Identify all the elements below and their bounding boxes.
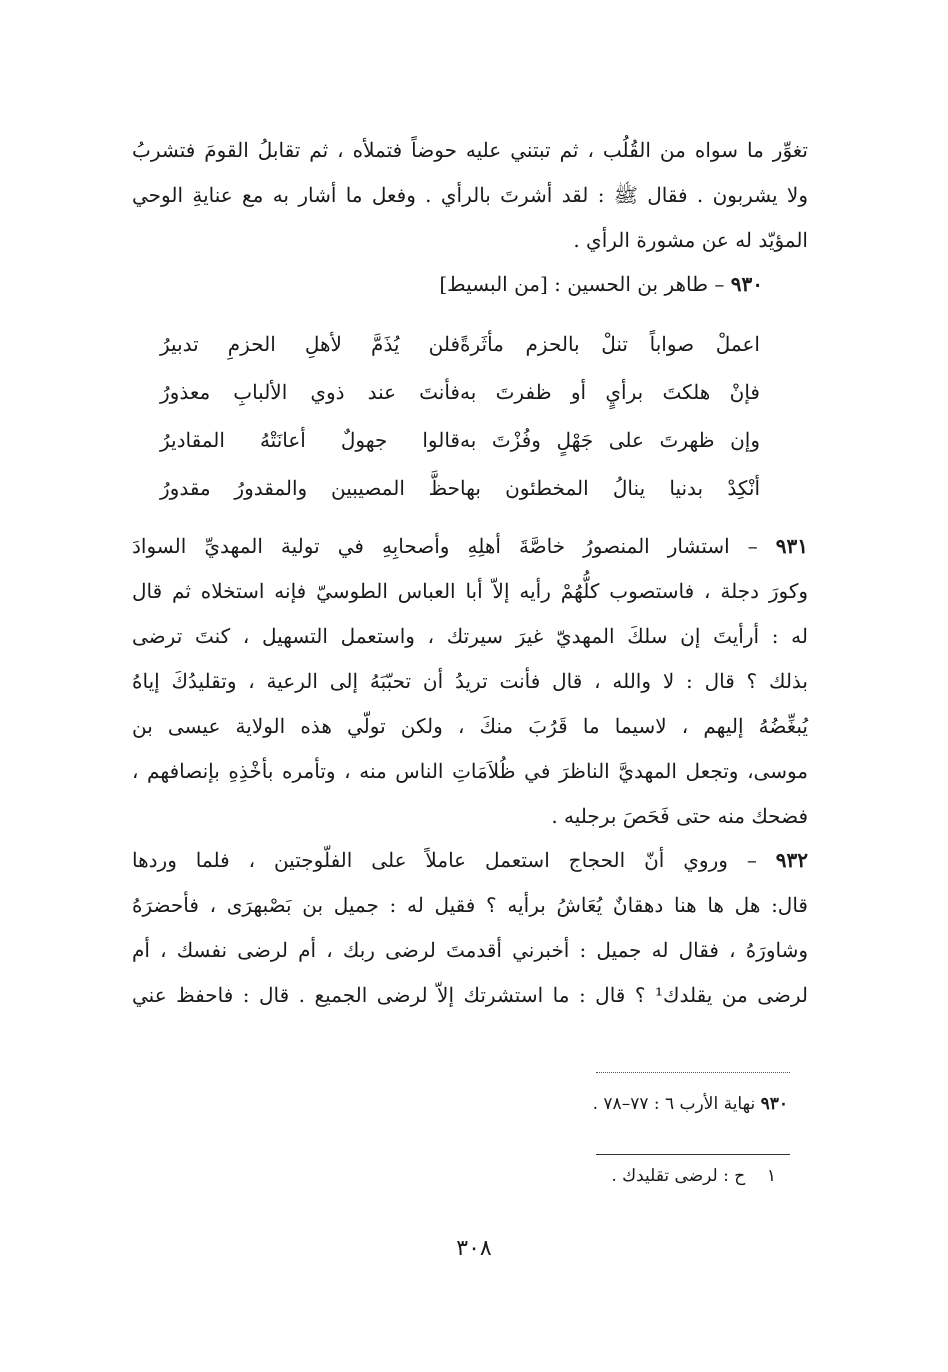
footnote-separator-dotted (596, 1072, 790, 1073)
verse-second-hemistich: فأنتَ عند ذوي الألبابِ معذورُ (160, 380, 460, 404)
section-931-number: ٩٣١ (775, 534, 808, 558)
verse-second-hemistich: حظَّ المصيبين والمقدورُ مقدورُ (160, 476, 460, 500)
section-931-line: موسى، وتجعل المهديَّ الناظرَ في ظُلاَمَاتِ الناس منه ، وتأمره بأخْذِهِ بإنصافهم ، (132, 759, 808, 783)
verse-second-hemistich: قالوا جهولٌ أعانَتْهُ المقاديرُ (160, 428, 460, 452)
section-932-number: ٩٣٢ (775, 848, 809, 872)
section-931-line (132, 524, 808, 569)
section-932-line: وشاورَهُ ، فقال له جميل : أخبرني أقدمتَ لرضى ربك ، أم لرضى نفسك ، أم (132, 938, 808, 962)
section-932-line: قال: هل ها هنا دهقانٌ يُعَاشُ برأيه ؟ فقيل له : جميل بن بَصْبهرَى ، فأحضرَهُ (132, 893, 808, 917)
footnote-variant (611, 1166, 776, 1186)
poem (160, 320, 760, 512)
verse-second-hemistich: فلن يُذَمَّ لأهلِ الحزمِ تدبيرُ (160, 332, 460, 356)
intro-line-1: تغوِّر ما سواه من القُلُب ، ثم تبتني عليه حوضاً فتملأه ، ثم تقابلُ القومَ فتشربُ (132, 138, 808, 162)
footnote-source-number: ٩٣٠ (760, 1094, 788, 1114)
section-932-paragraph (132, 838, 808, 1018)
poem-verse (160, 320, 760, 368)
poem-verse (160, 464, 760, 512)
section-930-heading-text: – طاهر بن الحسين : [من البسيط] (439, 272, 725, 296)
section-930-heading (203, 262, 763, 307)
section-931-paragraph (132, 524, 808, 839)
section-932-line: لرضى من يقلدك¹ ؟ قال : ما استشرتك إلاّ لرضى الجميع . قال : فاحفظ عني (132, 983, 808, 1007)
footnote-source (593, 1094, 788, 1114)
footnote-variant-number: ١ (766, 1166, 776, 1186)
footnote-separator-solid (596, 1154, 790, 1155)
poem-verse (160, 368, 760, 416)
intro-line-3: المؤيّد له عن مشورة الرأي . (573, 228, 808, 252)
section-931-line: وكورَ دجلة ، فاستصوب كلُّهُمْ رأيه إلاّ أبا العباس الطوسيّ فإنه استخلاه ثم قال (132, 579, 808, 603)
section-931-line: بذلك ؟ قال : لا والله ، قال فأنت تريدُ أن تحبّبَهُ إلى الرعية ، وتقليدُكَ إياهُ (132, 669, 808, 693)
section-930-number: ٩٣٠ (730, 272, 763, 296)
footnote-source-text: نهاية الأرب ٦ : ٧٧–٧٨ . (592, 1094, 756, 1114)
section-932-line (132, 838, 808, 883)
section-932-line-text: – وروي أنّ الحجاج استعمل عاملاً على الفلّوجتين ، فلما وردها (132, 848, 757, 872)
verse-first-hemistich: اعملْ صواباً تنلْ بالحزم مأثَرةً (460, 332, 760, 356)
verse-first-hemistich: وإن ظهرتَ على جَهْلٍ وفُزْتَ به (460, 428, 760, 452)
section-931-line: له : أرأيتَ إن سلكَ المهديّ غيرَ سيرتك ، واستعمل التسهيل ، كنتَ ترضى (132, 624, 809, 648)
verse-first-hemistich: أنْكِدْ بدنيا ينالُ المخطئون بها (460, 476, 760, 500)
verse-first-hemistich: فإنْ هلكتَ برأيٍ أو ظفرتَ به (460, 380, 760, 404)
section-931-line: فضحك منه حتى فَحَصَ برجليه . (551, 804, 808, 828)
page-number: ٣٠٨ (456, 1236, 492, 1261)
poem-verse (160, 416, 760, 464)
intro-line-2: ولا يشربون . فقال ﷺ : لقد أشرتَ بالرأي . وفعل ما أشار به مع عنايةِ الوحي (132, 183, 808, 207)
section-931-line: يُبغِّضُهُ إليهم ، لاسيما ما قَرُبَ منكَ ، ولكن تولّي هذه الولاية عيسى بن (132, 714, 808, 738)
section-931-line-text: – استشار المنصورُ خاصَّةَ أهلِهِ وأصحابِهِ في تولية المهديِّ السوادَ (132, 534, 758, 558)
intro-paragraph (132, 128, 808, 263)
footnote-variant-text: ح : لرضى تقليدك . (611, 1166, 746, 1186)
